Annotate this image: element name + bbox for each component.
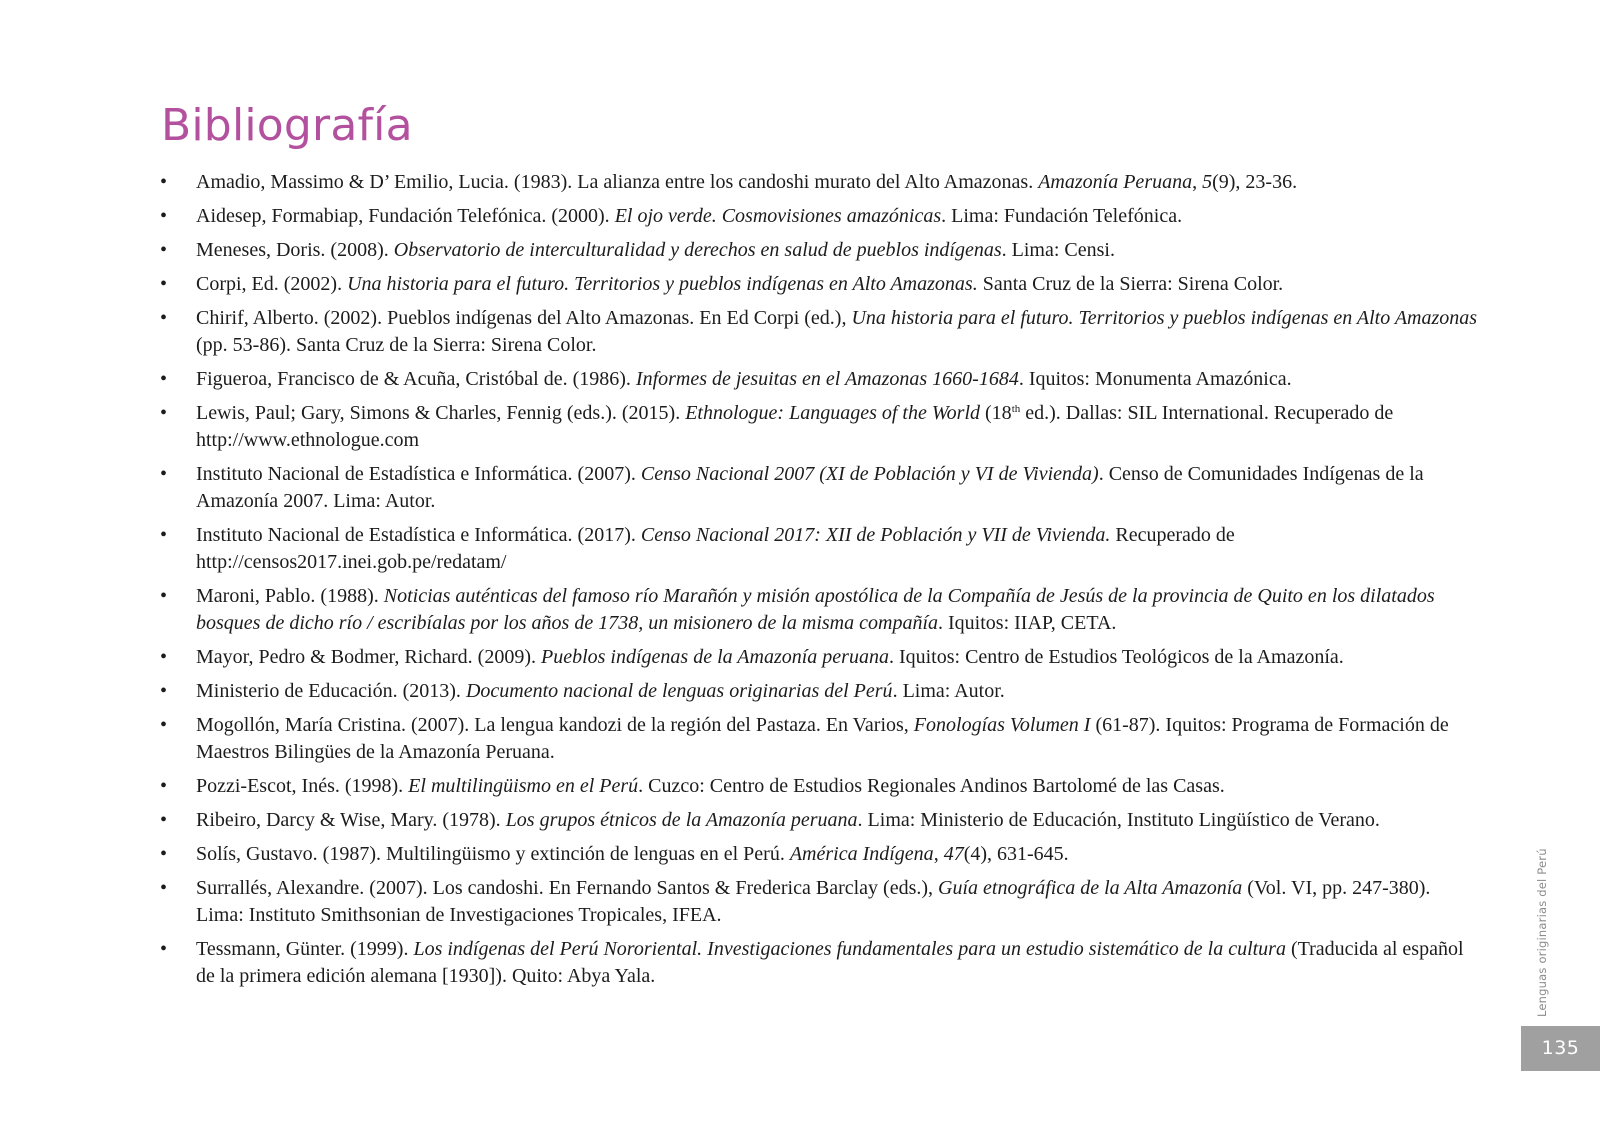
reference-text: . Iquitos: Monumenta Amazónica. [1018,368,1292,390]
bullet-icon: • [160,171,168,193]
reference-title: Fonologías Volumen I [913,714,1091,736]
reference-text: Amadio, Massimo & D’ Emilio, Lucia. (1983). La alianza entre los candoshi murato del Alto Amazonas. [196,171,1039,193]
reference-title: Amazonía Peruana [1038,171,1193,193]
reference-text: . Lima: Ministerio de Educación, Instituto Lingüístico de Verano. [857,809,1380,831]
reference-title: Censo Nacional 2007 (XI de Población y VI de Vivienda) [640,463,1099,485]
reference-item [160,712,1482,766]
reference-title: 47 [943,843,964,865]
reference-text: . Lima: Autor. [892,680,1005,702]
reference-title: Informes de jesuitas en el Amazonas 1660-1684 [635,368,1019,390]
reference-text: Corpi, Ed. (2002). [196,273,348,295]
reference-text: Ministerio de Educación. (2013). [196,680,466,702]
bullet-icon: • [160,273,168,295]
bullet-icon: • [160,809,168,831]
reference-item [160,875,1482,929]
reference-item [160,305,1482,359]
reference-item [160,237,1482,264]
reference-item [160,936,1482,990]
reference-text: Instituto Nacional de Estadística e Informática. (2007). [196,463,641,485]
reference-text: Mayor, Pedro & Bodmer, Richard. (2009). [196,646,541,668]
reference-text: Solís, Gustavo. (1987). Multilingüismo y extinción de lenguas en el Perú. [196,843,790,865]
reference-text: (9), 23-36. [1212,171,1298,193]
reference-text: . Iquitos: IIAP, CETA. [938,612,1117,634]
reference-item [160,522,1482,576]
page-title: Bibliografía [161,100,413,151]
reference-title: El ojo verde. Cosmovisiones amazónicas [614,205,942,227]
reference-text: Aidesep, Formabiap, Fundación Telefónica. (2000). [196,205,615,227]
reference-title: Los indígenas del Perú Nororiental. Investigaciones fundamentales para un estudio sistemático de la cultura [413,938,1286,960]
bullet-icon: • [160,714,168,736]
bullet-icon: • [160,775,168,797]
reference-item [160,644,1482,671]
reference-text: (Vol. VI, pp. 247-380). Lima: Instituto Smithsonian de Investigaciones Tropicales, IFEA. [196,877,1431,926]
reference-text: . Lima: Fundación Telefónica. [941,205,1183,227]
bullet-icon: • [160,843,168,865]
bibliography-list [160,169,1482,997]
reference-text: . Lima: Censi. [1001,239,1115,261]
reference-text: (4), 631-645. [963,843,1069,865]
bullet-icon: • [160,368,168,390]
reference-item [160,169,1482,196]
reference-text: (pp. 53-86). Santa Cruz de la Sierra: Sirena Color. [196,334,597,356]
reference-text: Lewis, Paul; Gary, Simons & Charles, Fennig (eds.). (2015). [196,402,686,424]
reference-item [160,400,1482,454]
reference-text: (Traducida al español de la primera edición alemana [1930]). Quito: Abya Yala. [196,938,1464,987]
reference-item [160,366,1482,393]
bullet-icon: • [160,307,168,329]
reference-text: Chirif, Alberto. (2002). Pueblos indígenas del Alto Amazonas. En Ed Corpi (ed.), [196,307,852,329]
reference-item [160,461,1482,515]
reference-title: Censo Nacional 2017: XII de Población y VII de Vivienda. [640,524,1111,546]
reference-title: América Indígena [789,843,934,865]
reference-item [160,678,1482,705]
reference-item [160,841,1482,868]
reference-text: Instituto Nacional de Estadística e Informática. (2017). [196,524,641,546]
reference-title: El multilingüismo en el Perú [408,775,639,797]
reference-text: Meneses, Doris. (2008). [196,239,394,261]
reference-text: Pozzi-Escot, Inés. (1998). [196,775,409,797]
reference-title: 5 [1202,171,1213,193]
reference-text: (18 [980,402,1012,424]
reference-text: Figueroa, Francisco de & Acuña, Cristóbal de. (1986). [196,368,636,390]
bullet-icon: • [160,938,168,960]
reference-text: Surrallés, Alexandre. (2007). Los candoshi. En Fernando Santos & Frederica Barclay (eds.), [196,877,939,899]
reference-text: ed.). Dallas: SIL International. Recuperado de http://www.ethnologue.com [196,402,1394,451]
running-footer-label: Lenguas originarias del Perú [1535,848,1549,1017]
reference-title: Pueblos indígenas de la Amazonía peruana [541,646,889,668]
bullet-icon: • [160,646,168,668]
reference-item [160,773,1482,800]
reference-item [160,271,1482,298]
reference-title: Guía etnográfica de la Alta Amazonía [938,877,1243,899]
reference-text: . Censo de Comunidades Indígenas de la Amazonía 2007. Lima: Autor. [196,463,1424,512]
bullet-icon: • [160,205,168,227]
bullet-icon: • [160,877,168,899]
bullet-icon: • [160,239,168,261]
bullet-icon: • [160,585,168,607]
reference-text: Santa Cruz de la Sierra: Sirena Color. [977,273,1284,295]
reference-title: Una historia para el futuro. Territorios y pueblos indígenas en Alto Amazonas [851,307,1478,329]
reference-superscript: th [1011,403,1021,415]
reference-text: Tessmann, Günter. (1999). [196,938,414,960]
reference-item [160,203,1482,230]
reference-title: Observatorio de interculturalidad y derechos en salud de pueblos indígenas [393,239,1002,261]
bullet-icon: • [160,402,168,424]
reference-title: Ethnologue: Languages of the World [685,402,981,424]
reference-title: Los grupos étnicos de la Amazonía peruana [505,809,858,831]
reference-title: Noticias auténticas del famoso río Marañón y misión apostólica de la Compañía de Jesús de la provincia de Quito en los dilatados bosques de dicho río / escribíalas por los años de 1738, un misionero de la misma compañía [196,585,1435,634]
reference-text: Ribeiro, Darcy & Wise, Mary. (1978). [196,809,506,831]
reference-text: (61-87). Iquitos: Programa de Formación de Maestros Bilingües de la Amazonía Peruana. [196,714,1449,763]
reference-text: . Iquitos: Centro de Estudios Teológicos de la Amazonía. [888,646,1344,668]
reference-text: Maroni, Pablo. (1988). [196,585,384,607]
reference-item [160,583,1482,637]
bullet-icon: • [160,524,168,546]
reference-text: , [1192,171,1203,193]
reference-title: Una historia para el futuro. Territorios y pueblos indígenas en Alto Amazonas. [347,273,978,295]
reference-text: Recuperado de http://censos2017.inei.gob.pe/redatam/ [196,524,1235,573]
reference-text: Mogollón, María Cristina. (2007). La lengua kandozi de la región del Pastaza. En Varios, [196,714,914,736]
reference-text: . Cuzco: Centro de Estudios Regionales Andinos Bartolomé de las Casas. [638,775,1225,797]
bullet-icon: • [160,680,168,702]
reference-item [160,807,1482,834]
page-number: 135 [1521,1026,1600,1071]
bullet-icon: • [160,463,168,485]
reference-title: Documento nacional de lenguas originarias del Perú [465,680,893,702]
reference-text: , [933,843,944,865]
